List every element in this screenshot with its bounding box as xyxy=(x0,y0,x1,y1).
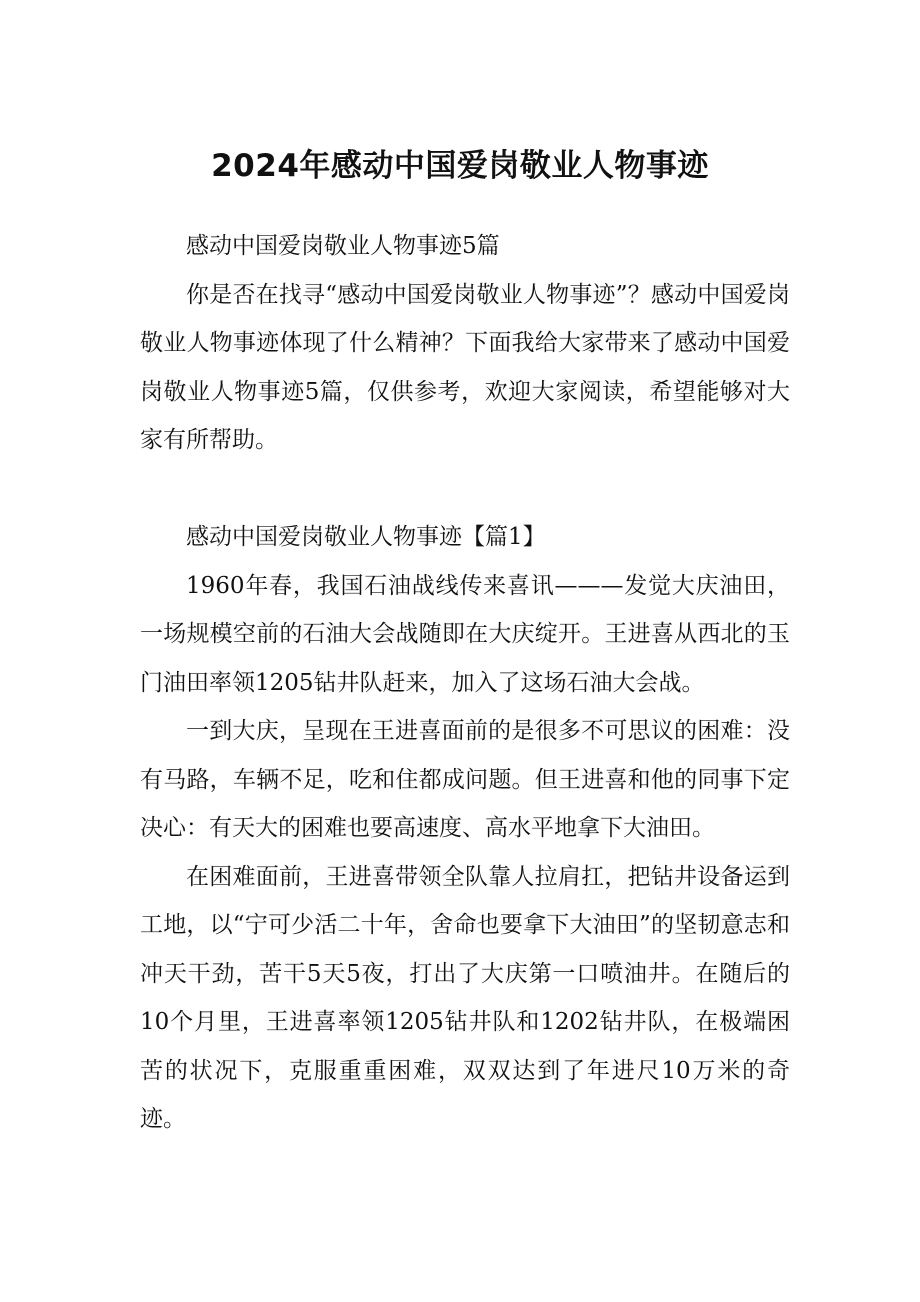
subtitle-paragraph: 感动中国爱岗敬业人物事迹5篇 xyxy=(186,233,500,259)
body-paragraph: 1960年春，我国石油战线传来喜讯———发觉大庆油田，一场规模空前的石油大会战随即在大庆绽开。王进喜从西北的玉门油田率领1205钻井队赶来，加入了这场石油大会战。 xyxy=(140,572,790,696)
document-title: 2024年感动中国爱岗敬业人物事迹 xyxy=(211,148,709,184)
body-paragraph: 在困难面前，王进喜带领全队靠人拉肩扛，把钻井设备运到工地，以“宁可少活二十年，舍命也要拿下大油田”的坚韧意志和冲天干劲，苦干5天5夜，打出了大庆第一口喷油井。在随后的10个月里，王进喜率领1205钻井队和1202钻井队，在极端困苦的状况下，克服重重困难，双双达到了年进尺10万米的奇迹。 xyxy=(140,863,790,1132)
intro-paragraph: 你是否在找寻“感动中国爱岗敬业人物事迹”？感动中国爱岗敬业人物事迹体现了什么精神？下面我给大家带来了感动中国爱岗敬业人物事迹5篇，仅供参考，欢迎大家阅读，希望能够对大家有所帮助。 xyxy=(140,281,790,453)
section-heading: 感动中国爱岗敬业人物事迹【篇1】 xyxy=(186,524,546,550)
body-paragraph: 一到大庆，呈现在王进喜面前的是很多不可思议的困难：没有马路，车辆不足，吃和住都成问题。但王进喜和他的同事下定决心：有天大的困难也要高速度、高水平地拿下大油田。 xyxy=(140,718,790,841)
document-body xyxy=(140,222,790,1144)
